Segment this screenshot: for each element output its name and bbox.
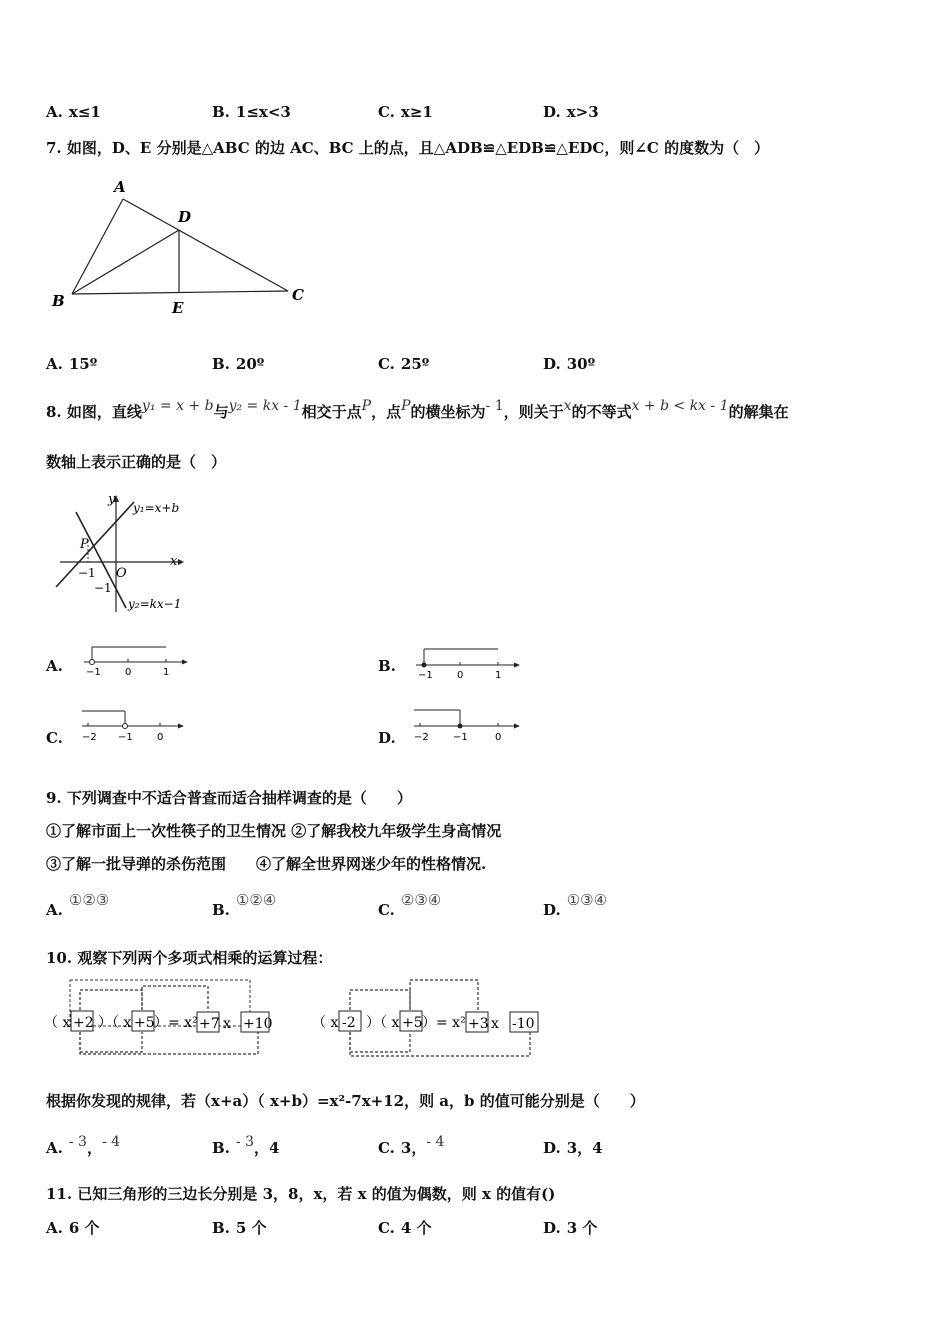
q10-stem: 10. 观察下列两个多项式相乘的运算过程： [46,949,333,967]
svg-text:0: 0 [125,667,132,678]
q7-option-a: A. 15º [46,355,98,373]
q9-option-c: C.②③④ [378,891,442,919]
svg-text:-10: -10 [512,1016,535,1032]
svg-text:−1: −1 [86,667,101,678]
q8-eq-y2: y₂ = kx - 1 [228,398,302,414]
q11-option-b: B. 5 个 [212,1219,267,1237]
svg-text:−1: −1 [118,732,133,743]
q8-inequality: x + b < kx - 1 [631,398,729,414]
q6-option-d: D. x>3 [543,103,599,121]
q7-triangle-figure [46,172,316,322]
q9-item-line1: ①了解市面上一次性筷子的卫生情况 ②了解我校九年级学生身高情况 [46,822,502,840]
q9-option-b: B.①②④ [212,891,277,919]
q11-option-a: A. 6 个 [46,1219,100,1237]
q10-option-a: A. - 3，- 4 [46,1134,121,1157]
q8-option-b: B. [378,657,396,675]
q10-option-d: D. 3，4 [543,1139,603,1157]
svg-text:O: O [116,566,127,581]
svg-text:（ x: （ x [44,1015,71,1031]
q10-option-b: B. - 3，4 [212,1134,280,1157]
q8-option-c-numberline [80,706,190,746]
q9-option-a: A.①②③ [46,891,110,919]
svg-text:-2: -2 [342,1015,356,1031]
svg-text:1: 1 [163,667,170,678]
q10-option-c: C. 3，- 4 [378,1134,445,1157]
q8-graph-line2-label: y₂=kx−1 [128,597,182,611]
svg-text:x: x [491,1016,499,1032]
q7-label-a: A [114,178,126,196]
q7-label-d: D [178,208,192,226]
q9-item-line2: ③了解一批导弹的杀伤范围 ④了解全世界网迷少年的性格情况. [46,855,487,873]
q10-expression-2 [310,972,550,1062]
svg-text:0: 0 [495,732,502,743]
q8-graph-line1-label: y₁=x+b [133,501,180,515]
q10-question: 根据你发现的规律，若（x+a）（ x+b）=x²-7x+12，则 a，b 的值可能分别是（ ） [46,1092,645,1110]
q6-option-c: C. x≥1 [378,103,433,121]
q11-stem: 11. 已知三角形的三边长分别是 3，8，x，若 x 的值为偶数，则 x 的值有() [46,1185,556,1203]
q8-option-d-numberline [412,706,524,746]
svg-text:0: 0 [457,670,464,681]
q7-stem: 7. 如图，D、E 分别是△ABC 的边 AC、BC 上的点，且△ADB≌△EDB≌△EDC，则∠C 的度数为（ ） [46,139,770,157]
q8-stem-line1: 8. 如图，直线y₁ = x + b与y₂ = kx - 1相交于点P，点P的横坐标为- 1，则关于x的不等式x + b < kx - 1的解集在 [46,398,789,421]
q8-graph-figure [50,490,200,615]
svg-text:P: P [80,537,89,552]
q7-label-b: B [52,292,65,310]
svg-text:）（ x: ）（ x [366,1015,400,1031]
svg-text:+7: +7 [199,1016,220,1032]
svg-text:−1: −1 [78,566,96,580]
q8-stem-line2: 数轴上表示正确的是（ ） [46,453,227,471]
q6-option-a: A. x≤1 [46,103,101,121]
q11-option-c: C. 4 个 [378,1219,432,1237]
svg-text:+5: +5 [402,1015,423,1031]
svg-text:）= x²: ）= x² [422,1015,466,1031]
svg-text:+5: +5 [134,1015,155,1031]
q11-option-d: D. 3 个 [543,1219,598,1237]
q7-option-b: B. 20º [212,355,265,373]
q6-option-b: B. 1≤x<3 [212,103,291,121]
q8-option-b-numberline [412,643,524,681]
q8-eq-y1: y₁ = x + b [141,398,214,414]
svg-text:x: x [223,1016,231,1032]
svg-text:−2: −2 [82,732,97,743]
q7-label-e: E [172,299,184,317]
svg-text:1: 1 [495,670,502,681]
svg-text:（ x: （ x [312,1015,339,1031]
q8-option-c: C. [46,729,63,747]
q7-label-c: C [292,286,304,304]
q8-option-a-numberline [80,643,190,681]
q9-option-d: D.①③④ [543,891,608,919]
svg-text:−1: −1 [94,581,112,595]
svg-text:）（ x: ）（ x [98,1015,132,1031]
q7-option-c: C. 25º [378,355,430,373]
svg-text:y: y [108,492,116,507]
svg-text:−2: −2 [414,732,429,743]
svg-text:−1: −1 [418,670,433,681]
svg-text:x: x [170,554,178,569]
q7-option-d: D. 30º [543,355,596,373]
svg-text:0: 0 [157,732,164,743]
svg-text:）= x²: ）= x² [154,1015,198,1031]
svg-text:+2: +2 [73,1015,94,1031]
q9-stem: 9. 下列调查中不适合普查而适合抽样调查的是（ ） [46,789,412,807]
svg-text:+10: +10 [243,1016,273,1032]
q8-option-d: D. [378,729,396,747]
svg-text:−1: −1 [453,732,468,743]
svg-text:+3: +3 [468,1016,489,1032]
q10-expression-1 [40,972,280,1062]
q8-option-a: A. [46,657,63,675]
